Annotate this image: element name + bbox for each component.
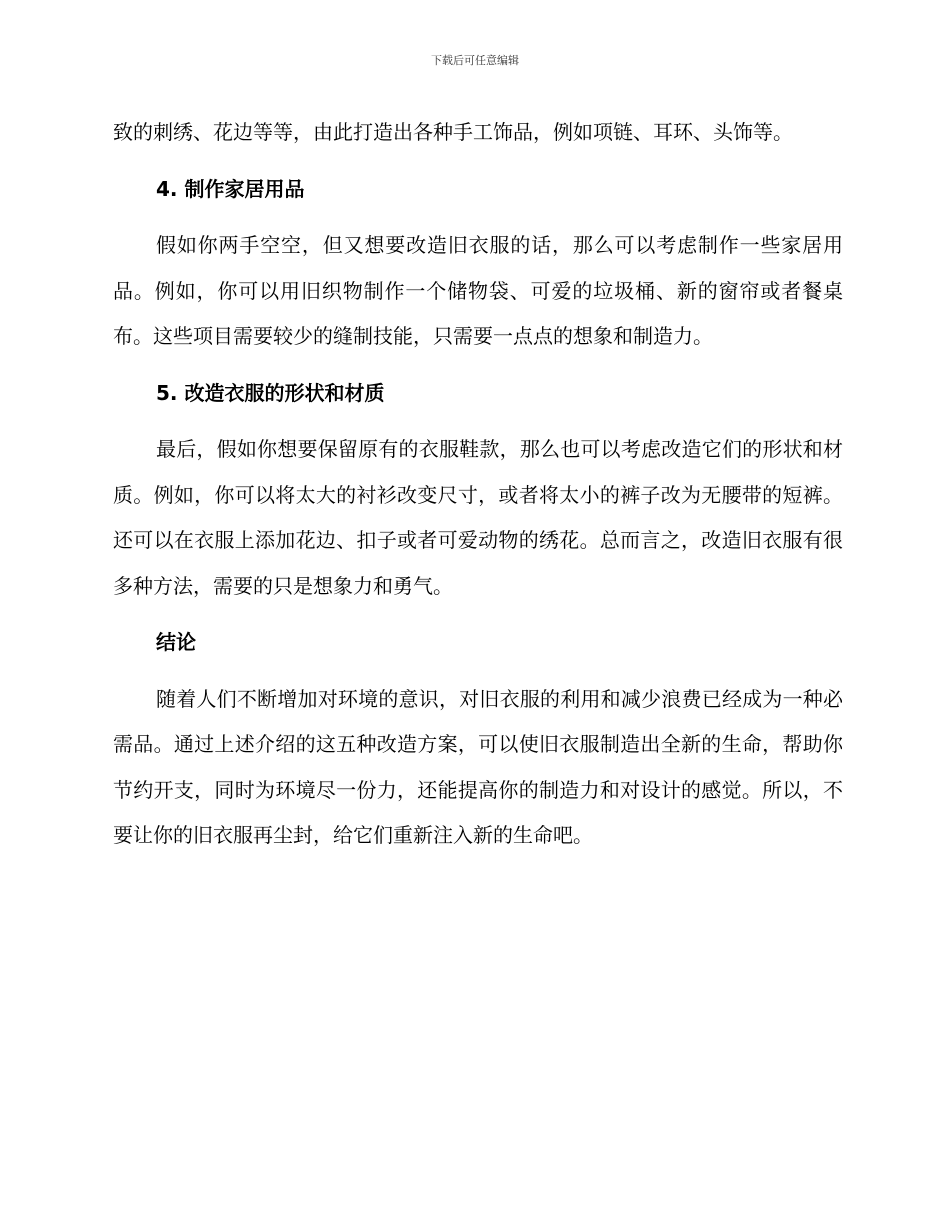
- document-body: [113, 110, 843, 859]
- paragraph-section-5: 最后，假如你想要保留原有的衣服鞋款，那么也可以考虑改造它们的形状和材质。例如，你可以将太大的衬衫改变尺寸，或者将太小的裤子改为无腰带的短裤。还可以在衣服上添加花边、扣子或者可爱动物的绣花。总而言之，改造旧衣服有很多种方法，需要的只是想象力和勇气。: [113, 437, 843, 598]
- section-heading-5: 5. 改造衣服的形状和材质: [156, 380, 385, 405]
- paragraph-conclusion: 随着人们不断增加对环境的意识，对旧衣服的利用和减少浪费已经成为一种必需品。通过上述介绍的这五种改造方案，可以使旧衣服制造出全新的生命，帮助你节约开支，同时为环境尽一份力，还能提高你的制造力和对设计的感觉。所以，不要让你的旧衣服再尘封，给它们重新注入新的生命吧。: [113, 686, 843, 847]
- page-header: 下载后可任意编辑: [431, 54, 519, 67]
- section-heading-4: 4. 制作家居用品: [156, 176, 305, 201]
- paragraph-continued: 致的刺绣、花边等等，由此打造出各种手工饰品，例如项链、耳环、头饰等。: [113, 120, 793, 144]
- paragraph-section-4: 假如你两手空空，但又想要改造旧衣服的话，那么可以考虑制作一些家居用品。例如，你可以用旧织物制作一个储物袋、可爱的垃圾桶、新的窗帘或者餐桌布。这些项目需要较少的缝制技能，只需要一点点的想象和制造力。: [113, 233, 843, 348]
- section-heading-conclusion: 结论: [156, 630, 196, 654]
